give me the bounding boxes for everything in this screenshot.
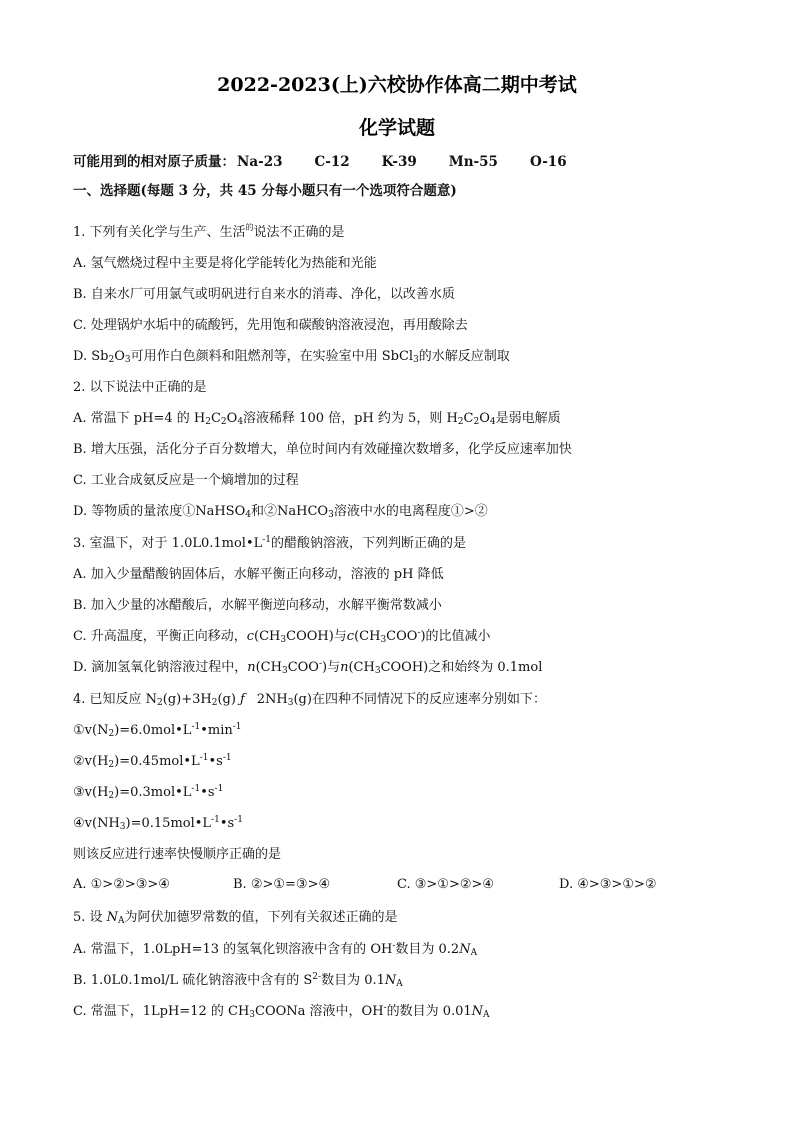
question-4-option-b: B. ②>①=③>④ [233,877,331,892]
question-4-rate-4: $④v(NH_3)=0.15mol•L^{-1}•s^{-1}$ [73,815,243,832]
question-1-option-d: D. $Sb_2O_3$可用作白色颜料和阻燃剂等，在实验室中用 SbCl$_3$的水解反应制取 [73,349,510,365]
question-4-question: 则该反应进行速率快慢顺序正确的是 [73,847,282,862]
question-1-option-a: A. 氢气燃烧过程中主要是将化学能转化为热能和光能 [73,256,377,271]
question-2-option-a: A. 常温下 pH=4 的 $H_2C_2O_4$溶液稀释 100 倍，pH 约为 5，则 $H_2C_2O_4$是弱电解质 [73,411,561,427]
question-5-option-c: C. 常温下，1LpH=12 的 $CH_3COONa$ 溶液中，OH-的数目为 $0.01N_A$ [73,1003,490,1020]
atomic-mass-item: Na-23 [237,154,283,170]
question-1-stem: 1. 下列有关化学与生产、生活$^的$说法不正确的是 [73,223,345,240]
question-4-rate-2: $②v(H_2)=0.45mol•L^{-1}•s^{-1}$ [73,753,232,770]
exam-title: 2022-2023(上)六校协作体高二期中考试 [217,74,577,96]
question-4-stem: 4. 已知反应 $N_2(g)+3H_2(g)$ ƒ $2NH_3(g)$在四种不同情况下的反应速率分别如下： [73,692,546,708]
question-4-option-c: C. ③>①>②>④ [397,877,495,892]
atomic-mass-item: C-12 [314,154,350,170]
question-2-stem: 2. 以下说法中正确的是 [73,380,207,395]
question-5-stem: 5. 设 $N_A$为阿伏加德罗常数的值，下列有关叙述正确的是 [73,910,398,926]
atomic-masses [73,150,567,170]
question-2-option-c: C. 工业合成氨反应是一个熵增加的过程 [73,473,299,488]
question-4-rate-1: $①v(N_2)=6.0mol•L^{-1}•\min^{-1}$ [73,722,242,739]
question-2-option-d: D. 等物质的量浓度①NaHSO$_4$和②NaHCO$_3$溶液中水的电离程度①>② [73,504,488,520]
question-3-option-b: B. 加入少量的冰醋酸后，水解平衡逆向移动，水解平衡常数减小 [73,598,442,613]
atomic-mass-item: Mn-55 [448,154,498,170]
atomic-mass-item: K-39 [381,154,417,170]
question-5-option-b: B. 1.0L0.1mol/L 硫化钠溶液中含有的 $S^{2-}$数目为 $0.1N_A$ [73,972,403,989]
question-4-rate-3: $③v(H_2)=0.3mol•L^{-1}•s^{-1}$ [73,784,224,801]
question-3-option-d: D. 滴加氢氧化钠溶液过程中，$n(CH_3COO^-)$与$n(CH_3COOH)$之和始终为 0.1mol [73,659,543,676]
question-2-option-b: B. 增大压强，活化分子百分数增大，单位时间内有效碰撞次数增多，化学反应速率加快 [73,442,572,457]
atomic-mass-item: O-16 [529,154,567,170]
question-1-option-c: C. 处理锅炉水垢中的硫酸钙，先用饱和碳酸钠溶液浸泡，再用酸除去 [73,318,468,333]
section-heading: 一、选择题(每题 3 分，共 45 分每小题只有一个选项符合题意) [73,183,457,199]
question-3-stem: 3. 室温下，对于 $1.0L0.1mol•L^{-1}$的醋酸钠溶液，下列判断正确的是 [73,535,467,551]
exam-subtitle: 化学试题 [358,117,435,139]
question-5-option-a: A. 常温下，1.0LpH=13 的氢氧化钡溶液中含有的 OH-数目为 $0.2N_A$ [73,941,478,958]
question-1-option-b: B. 自来水厂可用氯气或明矾进行自来水的消毒、净化，以改善水质 [73,287,455,302]
question-3-option-c: C. 升高温度，平衡正向移动，$c(CH_3COOH)$与$c(CH_3COO^-)$的比值减小 [73,628,491,645]
atomic-masses-label: 可能用到的相对原子质量： [73,154,235,170]
question-3-option-a: A. 加入少量醋酸钠固体后，水解平衡正向移动，溶液的 pH 降低 [73,567,444,582]
question-4-option-d: D. ④>③>①>② [559,877,657,892]
question-4-option-a: A. ①>②>③>④ [73,877,170,892]
